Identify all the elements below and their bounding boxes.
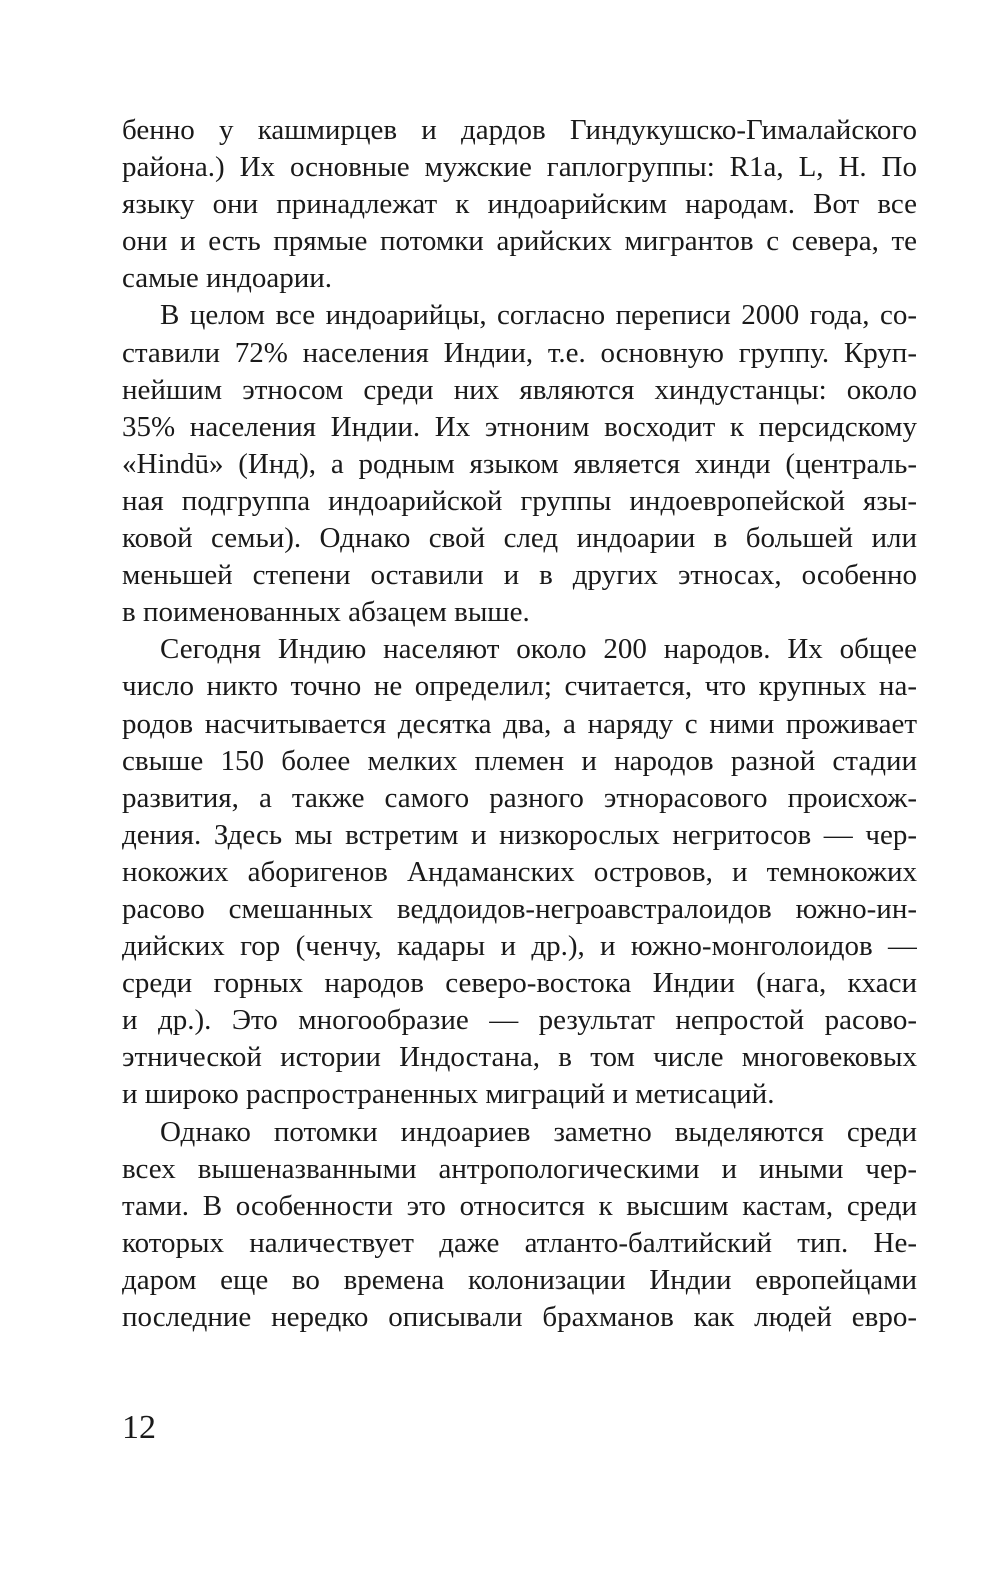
text-line: ставили 72% населения Индии, т.е. основную группу. Круп-: [122, 336, 917, 369]
text-line: нейшим этносом среди них являются хиндустанцы: около: [122, 373, 917, 406]
text-line: языку они принадлежат к индоарийским народам. Вот все: [122, 188, 917, 221]
page-number: 12: [122, 1409, 156, 1446]
text-line: В целом все индоарийцы, согласно переписи 2000 года, со-: [160, 299, 917, 332]
text-line: расово смешанных веддоидов-негроавстралоидов южно-ин-: [122, 892, 917, 925]
text-line: района.) Их основные мужские гаплогруппы: R1a, L, H. По: [122, 151, 917, 184]
text-line: Однако потомки индоариев заметно выделяются среди: [160, 1115, 917, 1148]
text-line: и широко распространенных миграций и метисаций.: [122, 1078, 775, 1111]
text-line: и др.). Это многообразие — результат непростой расово-: [122, 1004, 917, 1037]
text-line: родов насчитывается десятка два, а наряду с ними проживает: [122, 707, 917, 740]
text-line: нокожих аборигенов Андаманских островов, и темнокожих: [122, 855, 917, 888]
text-line: число никто точно не определил; считается, что крупных на-: [122, 670, 917, 703]
body-text: [122, 112, 917, 1336]
text-line: развития, а также самого разного этнорасового происхож-: [122, 781, 917, 814]
text-line: ковой семьи). Однако свой след индоарии в большей или: [122, 522, 917, 555]
text-line: которых наличествует даже атланто-балтийский тип. Не-: [122, 1226, 917, 1259]
text-line: даром еще во времена колонизации Индии европейцами: [122, 1263, 917, 1296]
text-line: всех вышеназванными антропологическими и иными чер-: [122, 1152, 917, 1185]
text-line: 35% населения Индии. Их этноним восходит к персидскому: [122, 410, 917, 443]
text-line: свыше 150 более мелких племен и народов разной стадии: [122, 744, 917, 777]
text-line: тами. В особенности это относится к высшим кастам, среди: [122, 1189, 917, 1222]
text-line: самые индоарии.: [122, 262, 333, 295]
text-line: меньшей степени оставили и в других этносах, особенно: [122, 559, 917, 592]
text-line: среди горных народов северо-востока Индии (нага, кхаси: [122, 967, 917, 1000]
text-line: дийских гор (ченчу, кадары и др.), и южно-монголоидов —: [122, 930, 917, 963]
text-line: последние нередко описывали брахманов как людей евро-: [122, 1301, 917, 1333]
text-line: Сегодня Индию населяют около 200 народов. Их общее: [160, 633, 917, 666]
text-line: бенно у кашмирцев и дардов Гиндукушско-Гималайского: [122, 114, 917, 146]
text-line: в поименованных абзацем выше.: [122, 596, 530, 629]
text-line: этнической истории Индостана, в том числе многовековых: [122, 1041, 917, 1074]
text-line: они и есть прямые потомки арийских мигрантов с севера, те: [122, 225, 917, 258]
text-line: ная подгруппа индоарийской группы индоевропейской язы-: [122, 484, 917, 517]
text-line: дения. Здесь мы встретим и низкорослых негритосов — чер-: [122, 818, 917, 851]
text-line: «Hindū» (Инд), а родным языком является хинди (централь-: [122, 447, 917, 480]
